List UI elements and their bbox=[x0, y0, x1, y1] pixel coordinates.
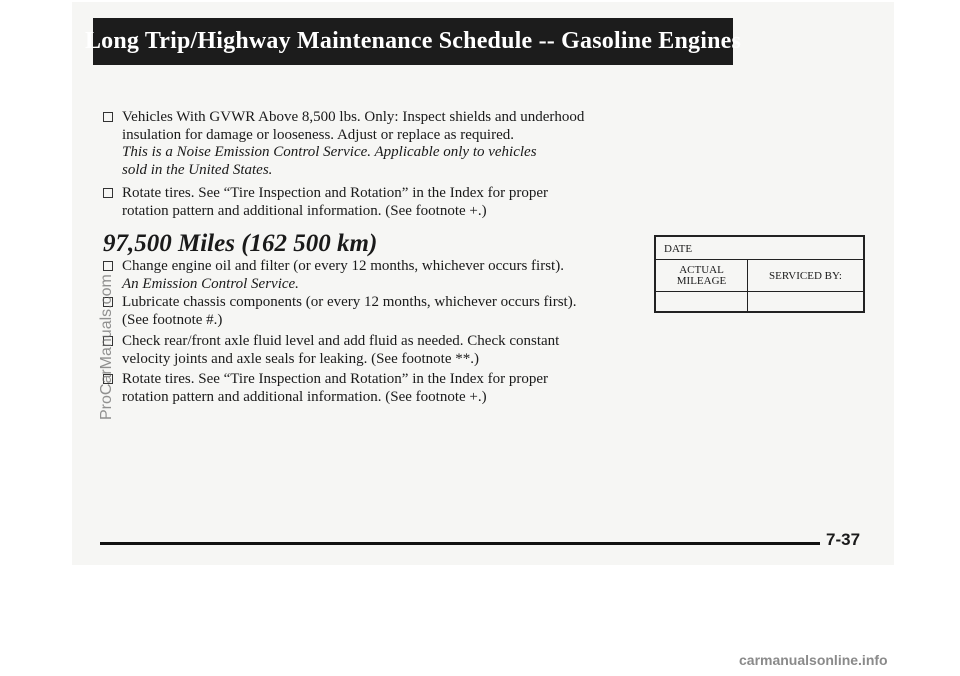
mileage-label-line: ACTUAL bbox=[679, 264, 724, 276]
item-note: This is a Noise Emission Control Service. Applicable only to vehicles bbox=[122, 144, 537, 160]
actual-mileage-header bbox=[656, 260, 748, 292]
banner-title: Long Trip/Highway Maintenance Schedule -- Gasoline Engines bbox=[84, 28, 742, 54]
item-line: Rotate tires. See “Tire Inspection and Rotation” in the Index for proper bbox=[122, 185, 548, 201]
serviced-by-label: SERVICED BY: bbox=[769, 270, 842, 282]
item-line: Check rear/front axle fluid level and add fluid as needed. Check constant bbox=[122, 333, 560, 349]
section-banner bbox=[84, 18, 742, 65]
checkbox-icon bbox=[103, 261, 113, 271]
checklist-item bbox=[103, 109, 643, 179]
checklist-item bbox=[103, 258, 643, 293]
checkbox-icon bbox=[103, 112, 113, 122]
checklist-item bbox=[103, 371, 643, 406]
item-line: rotation pattern and additional information. (See footnote +.) bbox=[122, 388, 487, 405]
footer-rule bbox=[100, 542, 820, 545]
mileage-heading: 97,500 Miles (162 500 km) bbox=[103, 230, 378, 257]
item-note: sold in the United States. bbox=[122, 161, 273, 178]
item-line: Lubricate chassis components (or every 12 months, whichever occurs first). bbox=[122, 294, 577, 310]
checkbox-icon bbox=[103, 188, 113, 198]
side-watermark: ProCarManuals.com bbox=[98, 274, 115, 420]
checklist-item bbox=[103, 294, 643, 329]
item-line: Vehicles With GVWR Above 8,500 lbs. Only: Inspect shields and underhood bbox=[122, 109, 585, 125]
item-note: An Emission Control Service. bbox=[122, 275, 299, 292]
checklist-item bbox=[103, 333, 643, 368]
checklist-item bbox=[103, 185, 643, 220]
item-line: Change engine oil and filter (or every 12 months, whichever occurs first). bbox=[122, 258, 564, 274]
date-cell bbox=[656, 237, 863, 260]
item-line: insulation for damage or looseness. Adjust or replace as required. bbox=[122, 126, 514, 143]
item-line: rotation pattern and additional information. (See footnote +.) bbox=[122, 202, 487, 219]
item-line: velocity joints and axle seals for leaking. (See footnote **.) bbox=[122, 350, 479, 367]
service-record-table bbox=[654, 235, 865, 313]
mileage-label-line: MILEAGE bbox=[676, 275, 727, 287]
page-number: 7-37 bbox=[826, 530, 861, 549]
item-line: (See footnote #.) bbox=[122, 311, 223, 328]
serviced-by-entry bbox=[748, 292, 863, 311]
date-label: DATE bbox=[664, 243, 693, 255]
actual-mileage-entry bbox=[656, 292, 748, 311]
footer-watermark: carmanualsonline.info bbox=[739, 652, 888, 668]
item-line: Rotate tires. See “Tire Inspection and Rotation” in the Index for proper bbox=[122, 371, 548, 387]
serviced-by-header bbox=[748, 260, 863, 292]
